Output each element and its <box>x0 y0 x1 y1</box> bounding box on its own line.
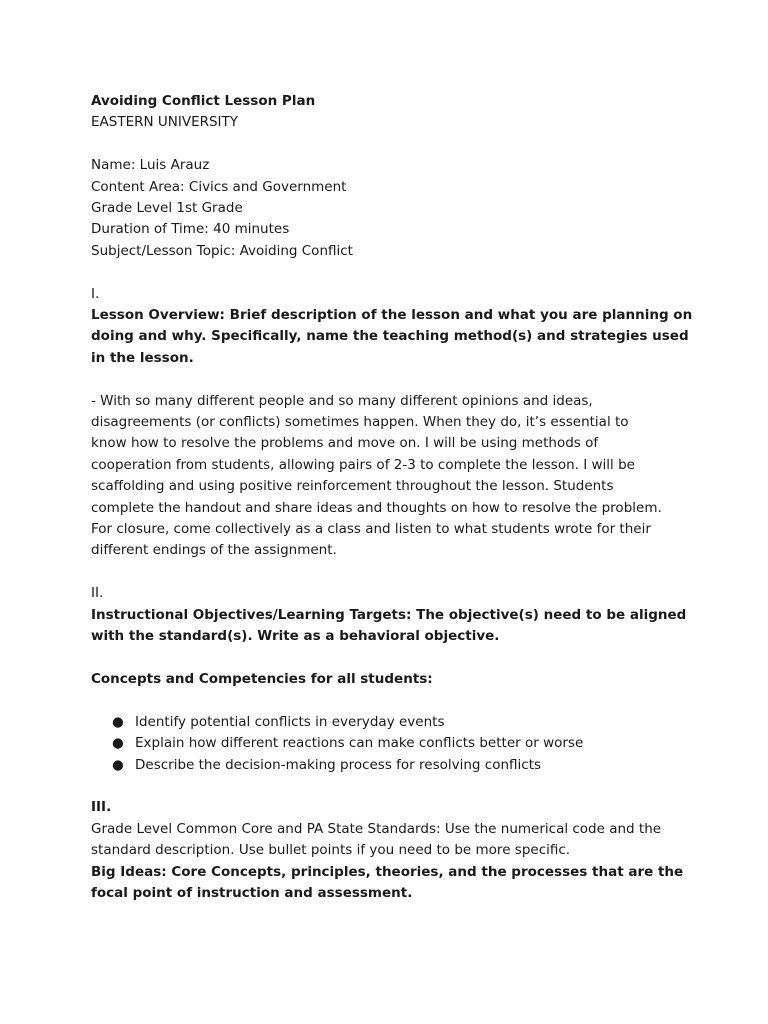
section-3 <box>91 797 691 904</box>
section-1-body-line: scaffolding and using positive reinforcement throughout the lesson. Students <box>91 478 614 495</box>
competencies-list <box>91 712 691 776</box>
info-content-area: Content Area: Civics and Government <box>91 178 347 195</box>
big-ideas-line: focal point of instruction and assessment. <box>91 884 413 901</box>
list-item <box>91 733 691 754</box>
section-1-heading-line: doing and why. Specifically, name the teaching method(s) and strategies used <box>91 328 689 345</box>
list-item <box>91 712 691 733</box>
section-3-numeral: III. <box>91 799 112 816</box>
concepts-heading: Concepts and Competencies for all students: <box>91 670 433 687</box>
info-grade-level: Grade Level 1st Grade <box>91 200 243 217</box>
section-1-body-line: For closure, come collectively as a class and listen to what students wrote for their <box>91 521 651 538</box>
big-ideas-line: Big Ideas: Core Concepts, principles, theories, and the processes that are the <box>91 863 684 880</box>
list-item-text: Identify potential conflicts in everyday events <box>135 713 445 730</box>
info-topic: Subject/Lesson Topic: Avoiding Conflict <box>91 242 353 259</box>
section-2-numeral: II. <box>91 585 104 602</box>
lesson-plan-content <box>91 91 691 904</box>
section-2 <box>91 583 691 776</box>
section-1-heading-line: Lesson Overview: Brief description of the lesson and what you are planning on <box>91 307 693 324</box>
section-1 <box>91 284 691 562</box>
section-1-body-line: complete the handout and share ideas and thoughts on how to resolve the problem. <box>91 499 662 516</box>
section-1-heading-line: in the lesson. <box>91 349 194 366</box>
list-item-text: Describe the decision-making process for resolving conflicts <box>135 756 542 773</box>
section-1-numeral: I. <box>91 285 100 302</box>
section-1-body-line: know how to resolve the problems and move on. I will be using methods of <box>91 435 599 452</box>
list-item <box>91 755 691 776</box>
section-2-heading-line: Instructional Objectives/Learning Targets: The objective(s) need to be aligned <box>91 606 687 623</box>
section-1-body-line: - With so many different people and so many different opinions and ideas, <box>91 392 593 409</box>
standards-line: standard description. Use bullet points if you need to be more specific. <box>91 842 571 859</box>
bullet-icon: ● <box>112 713 124 730</box>
section-2-heading-line: with the standard(s). Write as a behavioral objective. <box>91 628 500 645</box>
section-1-body-line: cooperation from students, allowing pairs of 2-3 to complete the lesson. I will be <box>91 456 635 473</box>
bullet-icon: ● <box>112 735 124 752</box>
info-duration: Duration of Time: 40 minutes <box>91 221 290 238</box>
section-1-body-line: disagreements (or conflicts) sometimes happen. When they do, it’s essential to <box>91 414 629 431</box>
lesson-info-block <box>91 155 691 262</box>
section-1-body-line: different endings of the assignment. <box>91 542 337 559</box>
list-item-text: Explain how different reactions can make conflicts better or worse <box>135 735 584 752</box>
standards-line: Grade Level Common Core and PA State Standards: Use the numerical code and the <box>91 820 662 837</box>
info-name: Name: Luis Arauz <box>91 157 210 174</box>
bullet-icon: ● <box>112 756 124 773</box>
document-title: Avoiding Conflict Lesson Plan <box>91 93 316 109</box>
institution-name: EASTERN UNIVERSITY <box>91 114 239 131</box>
